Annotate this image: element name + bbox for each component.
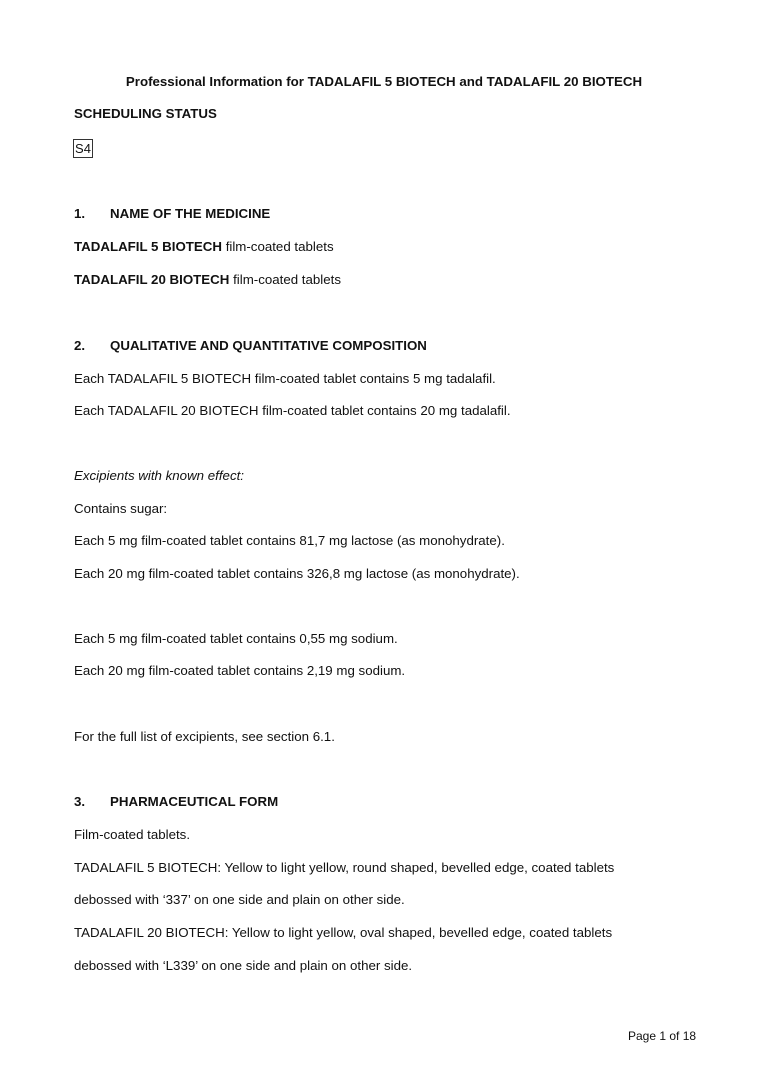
section-number: 3. — [74, 794, 86, 809]
page-number: Page 1 of 18 — [628, 1029, 697, 1043]
medicine-desc: film-coated tablets — [229, 272, 341, 287]
scheduling-heading: SCHEDULING STATUS — [74, 106, 217, 121]
medicine-desc: film-coated tablets — [222, 239, 334, 254]
medicine-name: TADALAFIL 20 BIOTECH — [74, 272, 230, 287]
section-1-heading — [74, 205, 270, 223]
form-line: Film-coated tablets. — [74, 827, 191, 842]
sodium-line: Each 20 mg film-coated tablet contains 2,19 mg sodium. — [74, 663, 406, 678]
document-title: Professional Information for TADALAFIL 5 BIOTECH and TADALAFIL 20 BIOTECH — [125, 74, 643, 89]
sodium-line: Each 5 mg film-coated tablet contains 0,55 mg sodium. — [74, 631, 398, 646]
section-title: NAME OF THE MEDICINE — [110, 206, 271, 221]
medicine-name: TADALAFIL 5 BIOTECH — [74, 239, 222, 254]
scheduling-status-box: S4 — [73, 139, 93, 158]
excipients-reference: For the full list of excipients, see section 6.1. — [74, 729, 335, 744]
excipients-heading: Excipients with known effect: — [74, 468, 244, 483]
medicine-name-line — [74, 238, 334, 256]
section-number: 2. — [74, 338, 86, 353]
section-title: QUALITATIVE AND QUANTITATIVE COMPOSITION — [110, 338, 427, 353]
section-number: 1. — [74, 206, 86, 221]
medicine-name-line — [74, 271, 341, 289]
lactose-line: Each 20 mg film-coated tablet contains 326,8 mg lactose (as monohydrate). — [74, 566, 520, 581]
form-line: TADALAFIL 5 BIOTECH: Yellow to light yellow, round shaped, bevelled edge, coated tablets — [74, 860, 615, 875]
form-line: debossed with ‘L339’ on one side and plain on other side. — [74, 958, 413, 973]
composition-line: Each TADALAFIL 20 BIOTECH film-coated tablet contains 20 mg tadalafil. — [74, 403, 511, 418]
sugar-heading: Contains sugar: — [74, 501, 168, 516]
composition-line: Each TADALAFIL 5 BIOTECH film-coated tablet contains 5 mg tadalafil. — [74, 371, 496, 386]
section-title: PHARMACEUTICAL FORM — [110, 794, 279, 809]
lactose-line: Each 5 mg film-coated tablet contains 81,7 mg lactose (as monohydrate). — [74, 533, 505, 548]
form-line: debossed with ‘337’ on one side and plain on other side. — [74, 892, 405, 907]
section-3-heading — [74, 793, 278, 811]
section-2-heading — [74, 337, 427, 355]
form-line: TADALAFIL 20 BIOTECH: Yellow to light yellow, oval shaped, bevelled edge, coated tablets — [74, 925, 613, 940]
